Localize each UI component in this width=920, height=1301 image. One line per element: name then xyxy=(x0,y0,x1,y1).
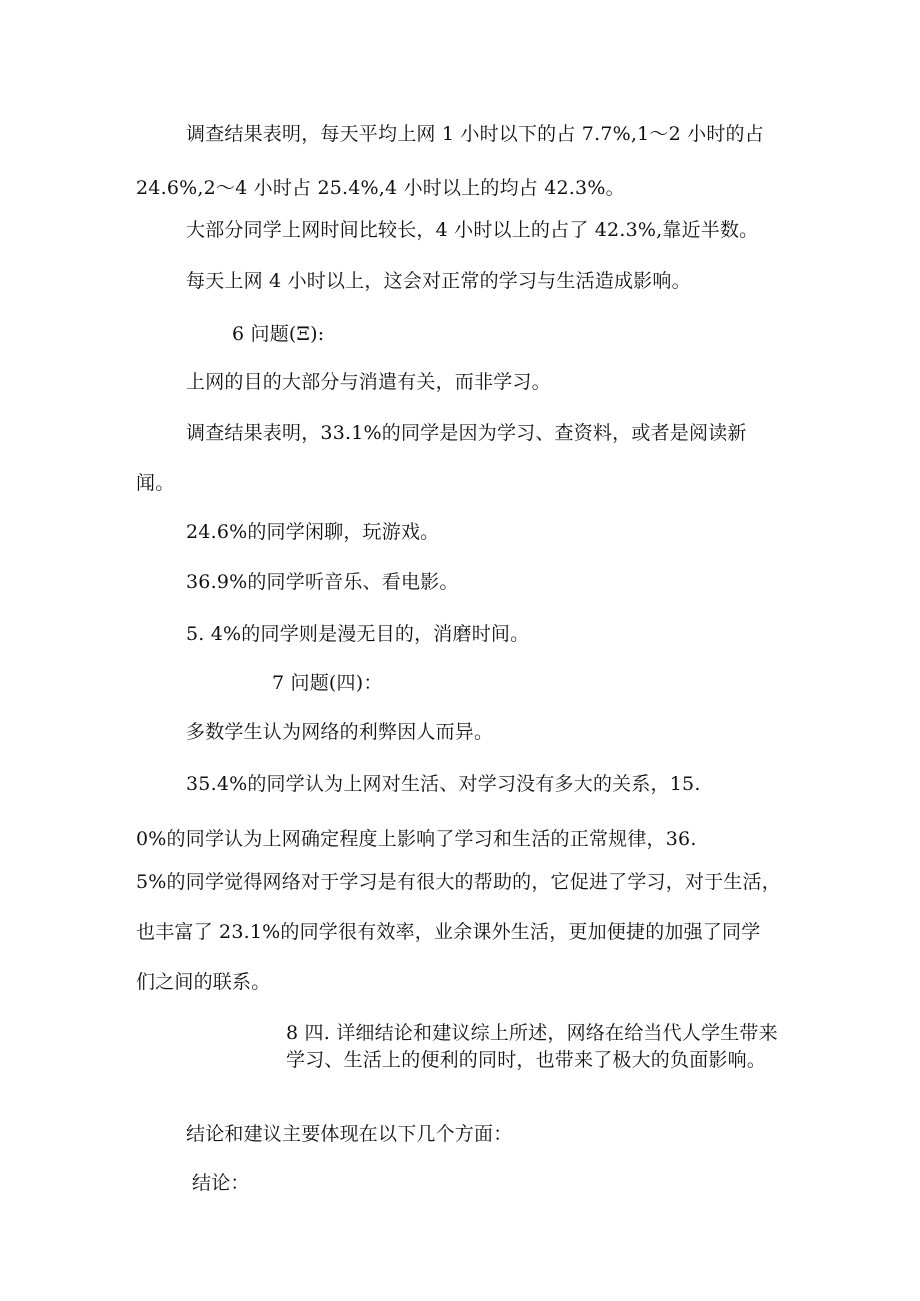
paragraph-line-7: 闻。 xyxy=(136,472,175,494)
paragraph-line-9: 36.9%的同学听音乐、看电影。 xyxy=(186,571,459,593)
paragraph-line-10: 5. 4%的同学则是漫无目的，消磨时间。 xyxy=(186,623,530,645)
paragraph-line-2: 24.6%,2～4 小时占 25.4%,4 小时以上的均占 42.3%。 xyxy=(136,177,625,199)
paragraph-line-8: 24.6%的同学闲聊，玩游戏。 xyxy=(186,521,440,543)
paragraph-line-4: 每天上网 4 小时以上，这会对正常的学习与生活造成影响。 xyxy=(186,270,691,292)
section-heading-8-block: 8 四. 详细结论和建议综上所述，网络在给当代人学生带来学习、生活上的便利的同时，也带来了极大的负面影响。 xyxy=(286,1022,778,1071)
paragraph-line-12: 35.4%的同学认为上网对生活、对学习没有多大的关系，15. xyxy=(186,773,701,795)
paragraph-line-18: 结论： xyxy=(192,1172,250,1194)
paragraph-line-14: 5%的同学觉得网络对于学习是有很大的帮助的，它促进了学习，对于生活， xyxy=(136,871,781,893)
paragraph-line-15: 也丰富了 23.1%的同学很有效率，业余课外生活，更加便捷的加强了同学 xyxy=(136,921,761,943)
paragraph-line-13: 0%的同学认为上网确定程度上影响了学习和生活的正常规律，36. xyxy=(136,828,697,850)
paragraph-line-16: 们之间的联系。 xyxy=(136,971,271,993)
paragraph-line-17: 结论和建议主要体现在以下几个方面： xyxy=(186,1123,513,1145)
paragraph-line-6: 调查结果表明，33.1%的同学是因为学习、查资料，或者是阅读新 xyxy=(186,422,747,444)
paragraph-line-11: 多数学生认为网络的利弊因人而异。 xyxy=(186,721,494,743)
paragraph-line-1: 调查结果表明，每天平均上网 1 小时以下的占 7.7%,1～2 小时的占 xyxy=(186,123,764,145)
paragraph-line-3: 大部分同学上网时间比较长，4 小时以上的占了 42.3%,靠近半数。 xyxy=(186,219,759,241)
section-heading-7: 7 问题(四)： xyxy=(272,672,383,694)
paragraph-line-5: 上网的目的大部分与消遣有关，而非学习。 xyxy=(186,371,551,393)
section-heading-6: 6 问题(Ξ): xyxy=(232,323,325,345)
